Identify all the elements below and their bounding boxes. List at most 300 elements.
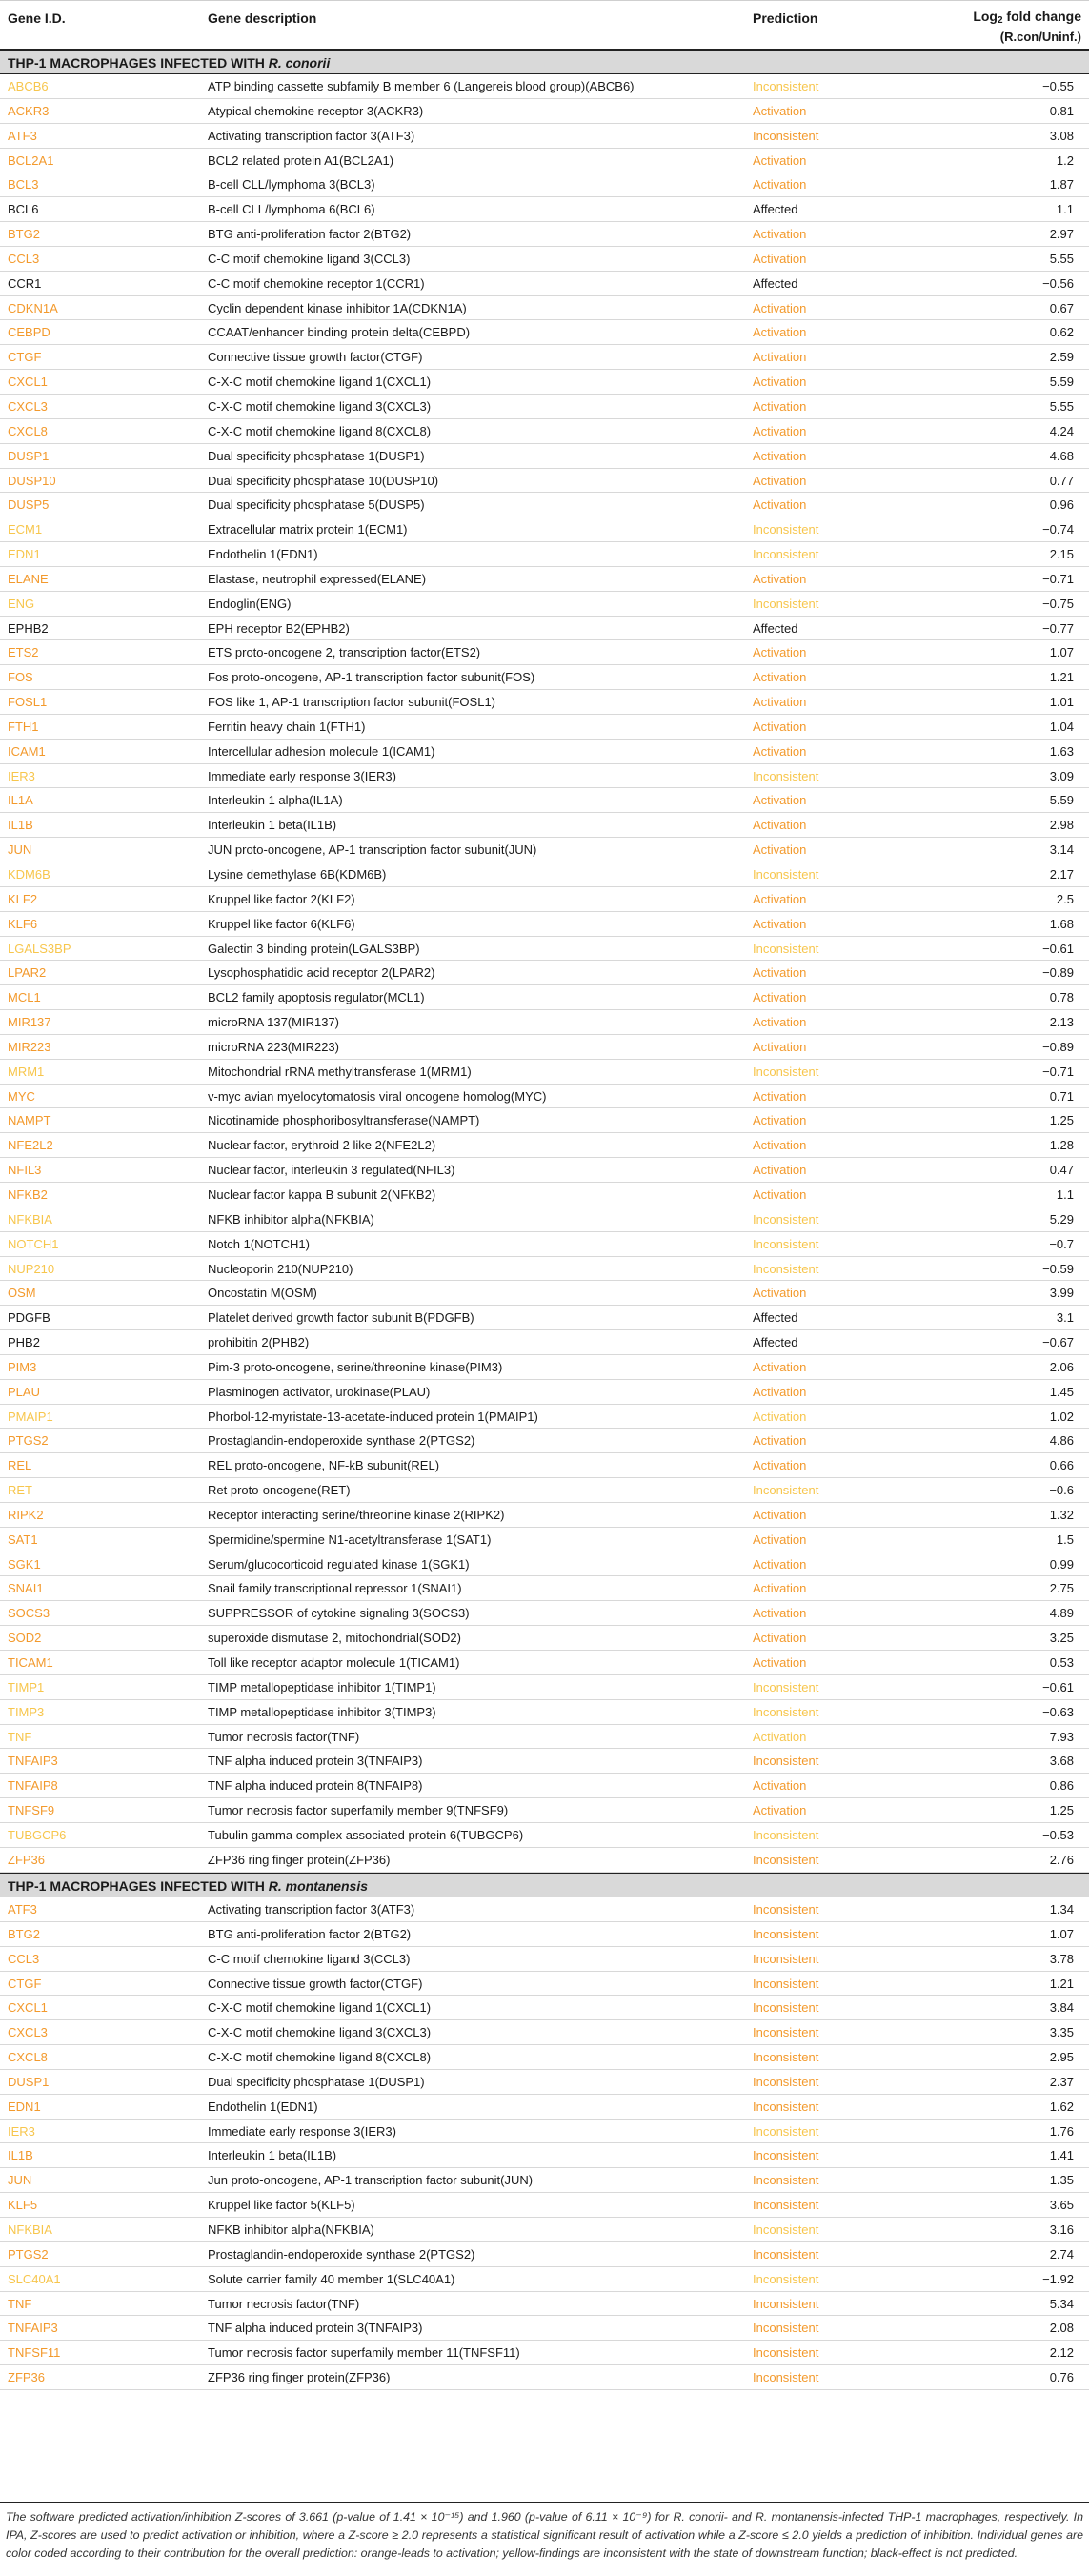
gene-id: ETS2	[8, 645, 39, 660]
table-row	[0, 1158, 1089, 1183]
gene-description: FOS like 1, AP-1 transcription factor subunit(FOSL1)	[208, 695, 496, 710]
prediction: Activation	[753, 1163, 807, 1178]
table-row	[0, 1651, 1089, 1675]
log-fold-change: 4.89	[1049, 1606, 1074, 1621]
log-fold-change: 0.53	[1049, 1655, 1074, 1670]
log-fold-change: 5.55	[1049, 251, 1074, 266]
table-row	[0, 172, 1089, 197]
prediction: Activation	[753, 1039, 807, 1054]
table-row	[0, 2143, 1089, 2168]
log-fold-change: 2.15	[1049, 547, 1074, 562]
prediction: Activation	[753, 325, 807, 340]
prediction: Inconsistent	[753, 2345, 819, 2361]
gene-description: Nucleoporin 210(NUP210)	[208, 1261, 353, 1276]
log-fold-change: 1.04	[1049, 719, 1074, 734]
gene-id: CXCL3	[8, 2025, 48, 2040]
table-header	[0, 0, 1089, 50]
log-fold-change: 2.76	[1049, 1852, 1074, 1867]
table-row	[0, 715, 1089, 740]
rows-conorii	[0, 74, 1089, 1873]
gene-id: PTGS2	[8, 1433, 49, 1449]
table-row	[0, 493, 1089, 517]
table-row	[0, 247, 1089, 272]
table-row	[0, 1576, 1089, 1601]
log-fold-change: 7.93	[1049, 1729, 1074, 1744]
gene-description: CCAAT/enhancer binding protein delta(CEBPD)	[208, 325, 471, 340]
prediction: Affected	[753, 1335, 798, 1350]
table-row	[0, 838, 1089, 862]
log-fold-change: 3.35	[1049, 2025, 1074, 2040]
log-fold-change: 0.67	[1049, 300, 1074, 315]
gene-description: Pim-3 proto-oncogene, serine/threonine kinase(PIM3)	[208, 1359, 503, 1374]
gene-description: C-X-C motif chemokine ligand 1(CXCL1)	[208, 375, 432, 390]
gene-id: SAT1	[8, 1531, 38, 1547]
prediction: Activation	[753, 473, 807, 488]
prediction: Affected	[753, 1310, 798, 1326]
log-fold-change: 3.65	[1049, 2198, 1074, 2213]
gene-description: microRNA 223(MIR223)	[208, 1039, 339, 1054]
gene-id: ZFP36	[8, 2370, 46, 2385]
prediction: Activation	[753, 645, 807, 660]
gene-id: NFKBIA	[8, 2222, 52, 2238]
gene-description: B-cell CLL/lymphoma 3(BCL3)	[208, 177, 375, 193]
prediction: Inconsistent	[753, 768, 819, 783]
log-fold-change: 0.66	[1049, 1458, 1074, 1473]
gene-id: SLC40A1	[8, 2271, 61, 2286]
prediction: Activation	[753, 423, 807, 438]
log-fold-change: 0.81	[1049, 103, 1074, 118]
table-row	[0, 937, 1089, 962]
gene-description: SUPPRESSOR of cytokine signaling 3(SOCS3)	[208, 1606, 470, 1621]
table-row	[0, 1626, 1089, 1651]
log-fold-change: 1.25	[1049, 1113, 1074, 1128]
log-fold-change: 1.5	[1056, 1531, 1074, 1547]
gene-description: Lysophosphatidic acid receptor 2(LPAR2)	[208, 965, 435, 981]
prediction: Inconsistent	[753, 1754, 819, 1769]
gene-description: Notch 1(NOTCH1)	[208, 1236, 310, 1251]
log-header-line2: (R.con/Uninf.)	[999, 30, 1081, 44]
log-fold-change: 2.12	[1049, 2345, 1074, 2361]
gene-id: MCL1	[8, 990, 41, 1005]
gene-description: Dual specificity phosphatase 1(DUSP1)	[208, 2074, 425, 2089]
prediction: Activation	[753, 793, 807, 808]
gene-description: B-cell CLL/lymphoma 6(BCL6)	[208, 202, 375, 217]
prediction: Activation	[753, 1088, 807, 1104]
prediction: Inconsistent	[753, 1236, 819, 1251]
gene-id: BTG2	[8, 1926, 40, 1941]
log-subscript: 2	[997, 15, 1003, 26]
log-fold-change: 1.34	[1049, 1902, 1074, 1917]
log-fold-change: 0.76	[1049, 2370, 1074, 2385]
prediction: Activation	[753, 990, 807, 1005]
log-fold-change: 1.02	[1049, 1409, 1074, 1424]
gene-id: PHB2	[8, 1335, 40, 1350]
prediction: Activation	[753, 670, 807, 685]
gene-id: PIM3	[8, 1359, 37, 1374]
table-row	[0, 862, 1089, 887]
prediction: Activation	[753, 497, 807, 513]
gene-description: Ferritin heavy chain 1(FTH1)	[208, 719, 366, 734]
gene-description: Dual specificity phosphatase 1(DUSP1)	[208, 448, 425, 463]
gene-description: NFKB inhibitor alpha(NFKBIA)	[208, 1211, 374, 1227]
table-row	[0, 395, 1089, 419]
section-header-conorii	[0, 50, 1089, 74]
gene-id: SNAI1	[8, 1581, 44, 1596]
gene-id: CXCL8	[8, 2050, 48, 2065]
prediction: Activation	[753, 1286, 807, 1301]
prediction: Activation	[753, 1113, 807, 1128]
gene-description: EPH receptor B2(EPHB2)	[208, 620, 350, 636]
log-fold-change: 1.35	[1049, 2173, 1074, 2188]
table-row	[0, 1601, 1089, 1626]
gene-id: MIR223	[8, 1039, 51, 1054]
prediction: Activation	[753, 571, 807, 586]
log-fold-change: 1.45	[1049, 1384, 1074, 1399]
gene-description: prohibitin 2(PHB2)	[208, 1335, 310, 1350]
table-row	[0, 1183, 1089, 1207]
gene-id: CEBPD	[8, 325, 50, 340]
table-row	[0, 2120, 1089, 2144]
table-row	[0, 961, 1089, 985]
table-row	[0, 665, 1089, 690]
table-row	[0, 1306, 1089, 1330]
gene-id: EDN1	[8, 2099, 41, 2114]
prediction: Inconsistent	[753, 1064, 819, 1079]
log-fold-change: −0.89	[1042, 1039, 1074, 1054]
gene-description: BCL2 related protein A1(BCL2A1)	[208, 152, 394, 168]
prediction: Inconsistent	[753, 1902, 819, 1917]
table-footnote: The software predicted activation/inhibition Z-scores of 3.661 (p-value of 1.41 × 10⁻¹⁵) and 1.960 (p-value of 6.11 × 10⁻⁹) for R. conorii- and R. montanensis-infected THP-1 macrophages, respectively. In IPA, Z-scores are used to predict activation or inhibition, where a Z-score ≥ 2.0 represents a statistical significant result of activation while a Z-score ≤ 2.0 yields a prediction of inhibition. Individual genes are color coded according to their contribution for the overall prediction: orange-leads to activation; yellow-findings are inconsistent with the state of downstream function; black-effect is not predicted.	[0, 2502, 1089, 2563]
gene-description: Fos proto-oncogene, AP-1 transcription factor subunit(FOS)	[208, 670, 535, 685]
gene-id: CXCL8	[8, 423, 48, 438]
prediction: Activation	[753, 1187, 807, 1202]
prediction: Inconsistent	[753, 1483, 819, 1498]
gene-id: ZFP36	[8, 1852, 46, 1867]
prediction: Activation	[753, 695, 807, 710]
prediction: Inconsistent	[753, 2246, 819, 2262]
gene-id: ATF3	[8, 128, 37, 143]
table-row	[0, 296, 1089, 321]
gene-id: NFIL3	[8, 1163, 42, 1178]
table-row	[0, 1281, 1089, 1306]
log-fold-change: 0.71	[1049, 1088, 1074, 1104]
table-row	[0, 444, 1089, 469]
prediction: Activation	[753, 1384, 807, 1399]
gene-id: JUN	[8, 842, 32, 858]
table-row	[0, 1823, 1089, 1848]
table-row	[0, 2218, 1089, 2242]
table-row	[0, 1749, 1089, 1774]
log-fold-change: 1.1	[1056, 202, 1074, 217]
gene-description: Kruppel like factor 2(KLF2)	[208, 891, 355, 906]
prediction: Inconsistent	[753, 2222, 819, 2238]
log-fold-change: −0.71	[1042, 1064, 1074, 1079]
section-header-montanensis	[0, 1873, 1089, 1897]
prediction: Activation	[753, 965, 807, 981]
col-header-prediction: Prediction	[753, 10, 818, 26]
table-row	[0, 1453, 1089, 1478]
table-row	[0, 1528, 1089, 1552]
gene-description: Prostaglandin-endoperoxide synthase 2(PTGS2)	[208, 1433, 475, 1449]
log-fold-change: 2.97	[1049, 227, 1074, 242]
table-row	[0, 1060, 1089, 1085]
prediction: Activation	[753, 743, 807, 759]
gene-description: BCL2 family apoptosis regulator(MCL1)	[208, 990, 425, 1005]
table-row	[0, 617, 1089, 641]
log-fold-change: 3.99	[1049, 1286, 1074, 1301]
prediction: Activation	[753, 1015, 807, 1030]
table-row	[0, 740, 1089, 764]
gene-description: ETS proto-oncogene 2, transcription factor(ETS2)	[208, 645, 481, 660]
table-row	[0, 1380, 1089, 1405]
prediction: Activation	[753, 1606, 807, 1621]
log-fold-change: 5.55	[1049, 398, 1074, 414]
table-row	[0, 272, 1089, 296]
log-fold-change: 0.77	[1049, 473, 1074, 488]
log-fold-change: 1.07	[1049, 645, 1074, 660]
table-row	[0, 2020, 1089, 2045]
gene-description: Nuclear factor kappa B subunit 2(NFKB2)	[208, 1187, 436, 1202]
log-fold-change: 4.24	[1049, 423, 1074, 438]
table-row	[0, 2193, 1089, 2218]
log-fold-change: 0.47	[1049, 1163, 1074, 1178]
log-fold-change: −0.61	[1042, 1679, 1074, 1694]
gene-id: ECM1	[8, 522, 43, 538]
log-fold-change: 1.28	[1049, 1138, 1074, 1153]
table-row	[0, 640, 1089, 665]
prediction: Inconsistent	[753, 2000, 819, 2016]
gene-description: C-X-C motif chemokine ligand 1(CXCL1)	[208, 2000, 432, 2016]
log-fold-change: −0.75	[1042, 596, 1074, 611]
log-fold-change: 5.29	[1049, 1211, 1074, 1227]
table-row	[0, 1700, 1089, 1725]
gene-id: DUSP10	[8, 473, 56, 488]
gene-id: DUSP1	[8, 448, 50, 463]
log-fold-change: −0.77	[1042, 620, 1074, 636]
log-fold-change: 4.86	[1049, 1433, 1074, 1449]
table-row	[0, 1035, 1089, 1060]
table-row	[0, 197, 1089, 222]
prediction: Activation	[753, 1631, 807, 1646]
log-fold-change: 3.16	[1049, 2222, 1074, 2238]
gene-description: Kruppel like factor 6(KLF6)	[208, 916, 355, 931]
prediction: Inconsistent	[753, 2370, 819, 2385]
prediction: Inconsistent	[753, 1704, 819, 1719]
section-title-prefix: THP-1 MACROPHAGES INFECTED WITH	[8, 55, 269, 71]
gene-id: OSM	[8, 1286, 36, 1301]
prediction: Activation	[753, 251, 807, 266]
gene-description: v-myc avian myelocytomatosis viral oncogene homolog(MYC)	[208, 1088, 547, 1104]
gene-id: IER3	[8, 768, 35, 783]
gene-description: microRNA 137(MIR137)	[208, 1015, 339, 1030]
log-fold-change: 1.68	[1049, 916, 1074, 931]
prediction: Activation	[753, 1729, 807, 1744]
log-fold-change: 2.95	[1049, 2050, 1074, 2065]
prediction: Inconsistent	[753, 1852, 819, 1867]
table-row	[0, 1675, 1089, 1700]
gene-description: JUN proto-oncogene, AP-1 transcription factor subunit(JUN)	[208, 842, 537, 858]
gene-id: PTGS2	[8, 2246, 49, 2262]
log-fold-change: 1.63	[1049, 743, 1074, 759]
table-row	[0, 1257, 1089, 1282]
log-fold-change: 2.37	[1049, 2074, 1074, 2089]
gene-description: C-C motif chemokine receptor 1(CCR1)	[208, 275, 425, 291]
table-row	[0, 99, 1089, 124]
gene-description: Oncostatin M(OSM)	[208, 1286, 317, 1301]
col-header-gene-id: Gene I.D.	[8, 10, 66, 26]
table-row	[0, 1405, 1089, 1430]
log-fold-change: 0.86	[1049, 1778, 1074, 1794]
prediction: Inconsistent	[753, 1926, 819, 1941]
prediction: Activation	[753, 1531, 807, 1547]
prediction: Inconsistent	[753, 1679, 819, 1694]
gene-id: FOSL1	[8, 695, 48, 710]
gene-description: Jun proto-oncogene, AP-1 transcription factor subunit(JUN)	[208, 2173, 534, 2188]
gene-id: TICAM1	[8, 1655, 53, 1670]
gene-id: KLF2	[8, 891, 38, 906]
gene-id: RET	[8, 1483, 32, 1498]
prediction: Activation	[753, 1581, 807, 1596]
log-fold-change: 2.74	[1049, 2246, 1074, 2262]
log-fold-change: 1.1	[1056, 1187, 1074, 1202]
prediction: Inconsistent	[753, 1976, 819, 1991]
log-fold-change: −1.92	[1042, 2271, 1074, 2286]
log-fold-change: 5.34	[1049, 2296, 1074, 2311]
table-row	[0, 1503, 1089, 1528]
log-fold-change: 3.14	[1049, 842, 1074, 858]
table-row	[0, 2095, 1089, 2120]
gene-description: Atypical chemokine receptor 3(ACKR3)	[208, 103, 424, 118]
table-row	[0, 320, 1089, 345]
gene-description: Mitochondrial rRNA methyltransferase 1(MRM1)	[208, 1064, 472, 1079]
log-fold-change: 1.21	[1049, 1976, 1074, 1991]
gene-description: Dual specificity phosphatase 5(DUSP5)	[208, 497, 425, 513]
gene-id: KLF6	[8, 916, 38, 931]
table-row	[0, 1922, 1089, 1947]
table-row	[0, 1972, 1089, 1997]
gene-description: Connective tissue growth factor(CTGF)	[208, 350, 423, 365]
log-fold-change: 1.25	[1049, 1803, 1074, 1818]
table-row	[0, 1725, 1089, 1750]
table-row	[0, 149, 1089, 173]
gene-description: Spermidine/spermine N1-acetyltransferase 1(SAT1)	[208, 1531, 492, 1547]
gene-id: BCL6	[8, 202, 39, 217]
prediction: Activation	[753, 719, 807, 734]
gene-id: NFKB2	[8, 1187, 48, 1202]
log-fold-change: 2.59	[1049, 350, 1074, 365]
gene-id: TNF	[8, 2296, 32, 2311]
prediction: Inconsistent	[753, 2296, 819, 2311]
gene-id: IER3	[8, 2123, 35, 2139]
gene-id: RIPK2	[8, 1507, 44, 1522]
gene-id: TNFAIP3	[8, 2321, 58, 2336]
log-fold-change: 2.5	[1056, 891, 1074, 906]
table-row	[0, 985, 1089, 1010]
log-fold-change: 3.84	[1049, 2000, 1074, 2016]
prediction: Inconsistent	[753, 1261, 819, 1276]
gene-id: ENG	[8, 596, 35, 611]
gene-id: ELANE	[8, 571, 49, 586]
table-row	[0, 912, 1089, 937]
table-row	[0, 764, 1089, 789]
log-fold-change: 1.87	[1049, 177, 1074, 193]
prediction: Activation	[753, 300, 807, 315]
prediction: Inconsistent	[753, 596, 819, 611]
prediction: Inconsistent	[753, 522, 819, 538]
prediction: Activation	[753, 448, 807, 463]
prediction: Inconsistent	[753, 867, 819, 882]
table-row	[0, 1478, 1089, 1503]
gene-description: Connective tissue growth factor(CTGF)	[208, 1976, 423, 1991]
log-prefix: Log	[973, 9, 998, 24]
log-fold-change: −0.61	[1042, 941, 1074, 956]
prediction: Activation	[753, 1138, 807, 1153]
table-row	[0, 2365, 1089, 2390]
gene-description: Interleukin 1 beta(IL1B)	[208, 2148, 337, 2163]
gene-id: CXCL1	[8, 375, 48, 390]
gene-description: Elastase, neutrophil expressed(ELANE)	[208, 571, 427, 586]
table-row	[0, 1552, 1089, 1577]
gene-id: NOTCH1	[8, 1236, 59, 1251]
prediction: Activation	[753, 1409, 807, 1424]
gene-description: Immediate early response 3(IER3)	[208, 768, 396, 783]
gene-description: C-X-C motif chemokine ligand 8(CXCL8)	[208, 2050, 432, 2065]
log-fold-change: 0.62	[1049, 325, 1074, 340]
prediction: Activation	[753, 891, 807, 906]
table-row	[0, 1897, 1089, 1922]
gene-id: KLF5	[8, 2198, 38, 2213]
table-row	[0, 2070, 1089, 2095]
gene-id: TNFAIP3	[8, 1754, 58, 1769]
log-fold-change: 0.96	[1049, 497, 1074, 513]
gene-description: Tumor necrosis factor(TNF)	[208, 2296, 360, 2311]
gene-description: Activating transcription factor 3(ATF3)	[208, 128, 415, 143]
log-fold-change: 1.41	[1049, 2148, 1074, 2163]
table-row	[0, 1774, 1089, 1798]
log-fold-change: −0.67	[1042, 1335, 1074, 1350]
prediction: Affected	[753, 620, 798, 636]
log-fold-change: 1.76	[1049, 2123, 1074, 2139]
log-fold-change: 5.59	[1049, 375, 1074, 390]
table-row	[0, 2267, 1089, 2292]
gene-id: TNF	[8, 1729, 32, 1744]
table-row	[0, 222, 1089, 247]
prediction: Activation	[753, 1433, 807, 1449]
log-fold-change: −0.74	[1042, 522, 1074, 538]
gene-description: TNF alpha induced protein 8(TNFAIP8)	[208, 1778, 423, 1794]
log-fold-change: 3.09	[1049, 768, 1074, 783]
table-row	[0, 1947, 1089, 1972]
prediction: Activation	[753, 1556, 807, 1572]
section-title-species: R. montanensis	[268, 1878, 369, 1895]
gene-id: REL	[8, 1458, 32, 1473]
log-fold-change: 1.62	[1049, 2099, 1074, 2114]
gene-id: MIR137	[8, 1015, 51, 1030]
prediction: Inconsistent	[753, 2198, 819, 2213]
gene-description: Toll like receptor adaptor molecule 1(TICAM1)	[208, 1655, 460, 1670]
table-row	[0, 1207, 1089, 1232]
gene-id: TIMP1	[8, 1679, 45, 1694]
gene-description: Tubulin gamma complex associated protein 6(TUBGCP6)	[208, 1827, 524, 1842]
log-fold-change: −0.89	[1042, 965, 1074, 981]
prediction: Activation	[753, 350, 807, 365]
gene-description: Serum/glucocorticoid regulated kinase 1(SGK1)	[208, 1556, 470, 1572]
gene-id: CCR1	[8, 275, 42, 291]
table-row	[0, 1429, 1089, 1453]
prediction: Activation	[753, 103, 807, 118]
gene-description: Activating transcription factor 3(ATF3)	[208, 1902, 415, 1917]
gene-id: PMAIP1	[8, 1409, 53, 1424]
